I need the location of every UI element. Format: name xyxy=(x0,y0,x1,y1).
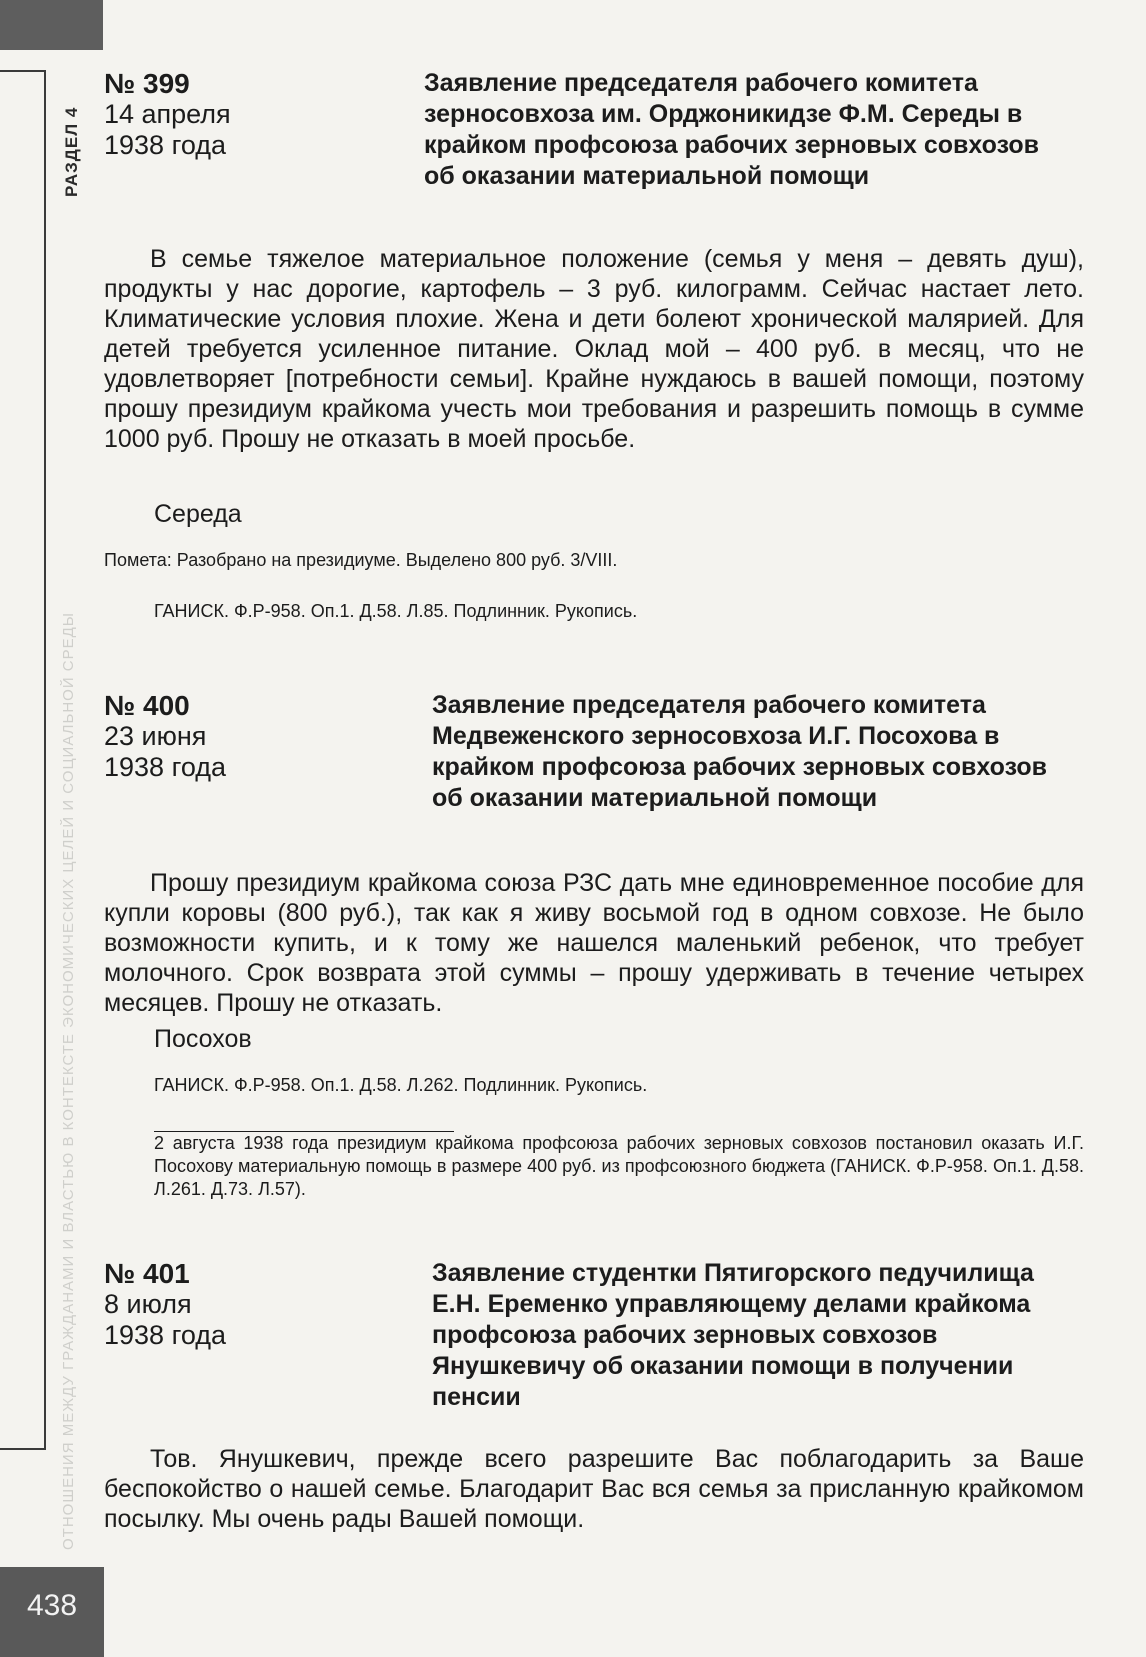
doc-meta xyxy=(104,68,404,161)
doc-body-paragraph: Прошу президиум крайкома союза РЗС дать мне единовременное пособие для купли коровы (800 руб.), так как я живу восьмой год в одном совхозе. Не было возможности купить, и к тому же нашелся маленький ребенок, что требует молочного. Срок возврата этой суммы – прошу удерживать в течение четырех месяцев. Прошу не отказать. xyxy=(104,869,1084,1017)
page-number: 438 xyxy=(0,1567,104,1657)
doc-body xyxy=(104,244,1084,454)
doc-date: 14 апреля xyxy=(104,99,231,129)
side-frame-line xyxy=(0,70,46,1450)
doc-body-paragraph: Тов. Янушкевич, прежде всего разрешите Вас поблагодарить за Ваше беспокойство о нашей семье. Благодарит Вас вся семья за присланную крайкомом посылку. Мы очень рады Вашей помощи. xyxy=(104,1445,1084,1533)
doc-number: № 401 xyxy=(104,1258,190,1289)
doc-signature: Середа xyxy=(154,500,242,528)
doc-title: Заявление студентки Пятигорского педучилища Е.Н. Еременко управляющему делами крайкома профсоюза рабочих зерновых совхозов Янушкевичу об оказании помощи в получении пенсии xyxy=(432,1259,1034,1411)
doc-note: Помета: Разобрано на президиуме. Выделено 800 руб. 3/VIII. xyxy=(104,550,618,570)
section-label: РАЗДЕЛ 4 xyxy=(62,106,81,198)
top-corner-block xyxy=(0,0,103,50)
doc-date: 8 июля xyxy=(104,1289,192,1319)
doc-number: № 399 xyxy=(104,68,190,99)
doc-meta xyxy=(104,1258,404,1351)
doc-date: 23 июня xyxy=(104,721,207,751)
doc-body xyxy=(104,1444,1084,1534)
doc-source: ГАНИСК. Ф.Р-958. Оп.1. Д.58. Л.85. Подлинник. Рукопись. xyxy=(154,601,638,621)
doc-signature: Посохов xyxy=(154,1025,252,1053)
doc-number: № 400 xyxy=(104,690,190,721)
doc-body-paragraph: В семье тяжелое материальное положение (семья у меня – девять душ), продукты у нас дорогие, картофель – 3 руб. килограмм. Сейчас настает лето. Климатические условия плохие. Жена и дети болеют хронической малярией. Для детей требуется усиленное питание. Оклад мой – 400 руб. в месяц, что не удовлетворяет [потребности семьи]. Крайне нуждаюсь в вашей помощи, поэтому прошу президиум крайкома учесть мои требования и разрешить помощь в сумме 1000 руб. Прошу не отказать в моей просьбе. xyxy=(104,245,1084,453)
doc-footnote: 2 августа 1938 года президиум крайкома профсоюза рабочих зерновых совхозов постановил оказать И.Г. Посохову материальную помощь в размере 400 руб. из профсоюзного бюджета (ГАНИСК. Ф.Р-958. Оп.1. Д.58. Л.261. Д.73. Л.57). xyxy=(154,1133,1084,1199)
doc-year: 1938 года xyxy=(104,130,227,160)
doc-title: Заявление председателя рабочего комитета зерносовхоза им. Орджоникидзе Ф.М. Середы в крайком профсоюза рабочих зерновых совхозов об оказании материальной помощи xyxy=(424,69,1040,190)
doc-title: Заявление председателя рабочего комитета Медвеженского зерносовхоза И.Г. Посохова в крайком профсоюза рабочих зерновых совхозов об оказании материальной помощи xyxy=(432,691,1048,812)
running-title-strip: ОТНОШЕНИЯ МЕЖДУ ГРАЖДАНАМИ И ВЛАСТЬЮ В КОНТЕКСТЕ ЭКОНОМИЧЕСКИХ ЦЕЛЕЙ И СОЦИАЛЬНОЙ СРЕДЫ xyxy=(60,611,77,1550)
doc-year: 1938 года xyxy=(104,1320,227,1350)
doc-meta xyxy=(104,690,404,783)
doc-year: 1938 года xyxy=(104,752,227,782)
doc-body xyxy=(104,868,1084,1018)
doc-source: ГАНИСК. Ф.Р-958. Оп.1. Д.58. Л.262. Подлинник. Рукопись. xyxy=(154,1075,648,1095)
